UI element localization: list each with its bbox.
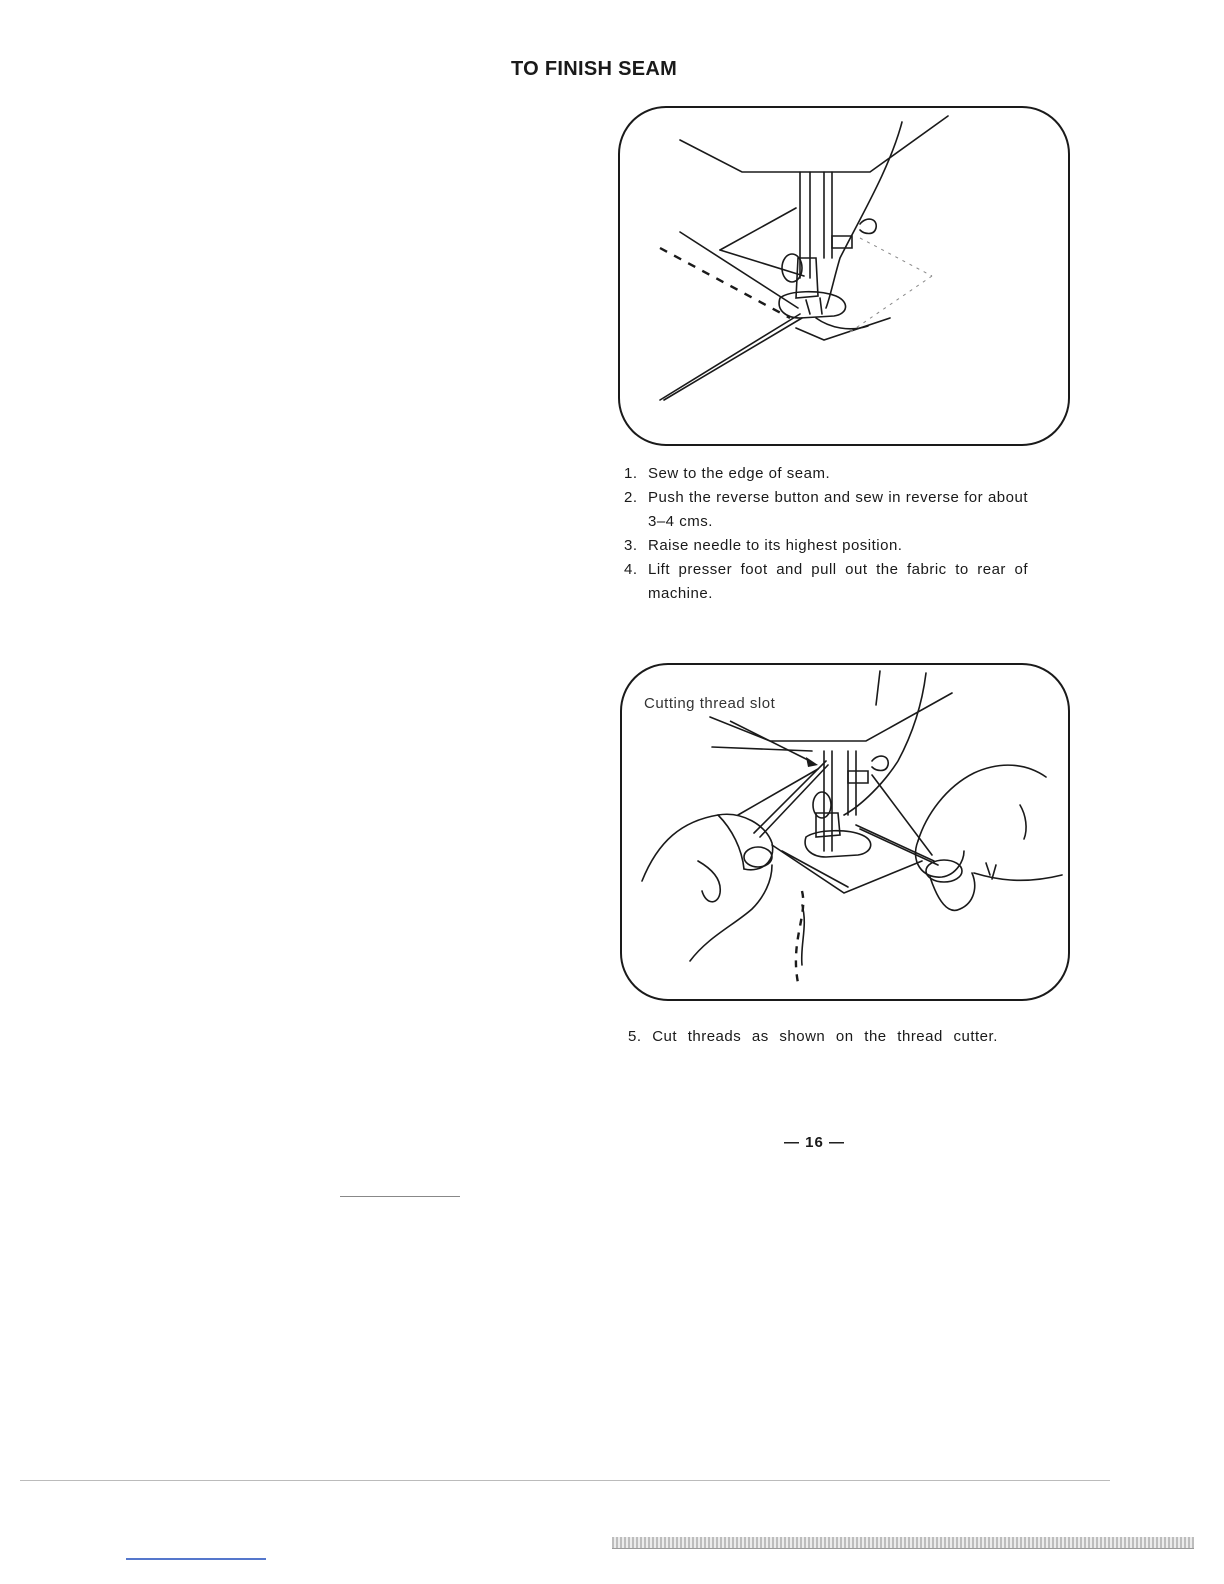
cutting-thread-slot-label: Cutting thread slot [644,695,776,712]
scan-artifact-blue-line [126,1558,266,1560]
instruction-steps [624,462,1028,606]
step-number: 4. [624,561,638,578]
hands-cutting-thread-illustration [622,665,1068,999]
presser-foot-reverse-stitch-illustration [620,108,1068,444]
step-text: Raise needle to its highest position. [648,537,903,554]
figure-cut-threads [620,663,1070,1001]
scan-artifact-edge [612,1548,1194,1549]
final-step [628,1025,1032,1049]
step-number: 3. [624,537,638,554]
scan-artifact-line [340,1196,460,1197]
page-title: TO FINISH SEAM [511,58,678,80]
page-number: — 16 — [784,1134,846,1151]
step-text: Push the reverse button and sew in reverse for about 3–4 cms. [648,489,1028,530]
scan-artifact-line [20,1480,1110,1481]
step-text: Lift presser foot and pull out the fabric to rear of machine. [648,561,1028,602]
step-number: 5. [628,1028,642,1045]
step-number: 2. [624,489,638,506]
step-item [624,486,1028,534]
step-item [624,462,1028,486]
step-number: 1. [624,465,638,482]
step-item [624,558,1028,606]
step-text: Cut threads as shown on the thread cutter. [652,1028,998,1045]
step-text: Sew to the edge of seam. [648,465,831,482]
step-item [624,534,1028,558]
figure-reverse-stitch [618,106,1070,446]
scan-artifact-bar [612,1537,1194,1549]
